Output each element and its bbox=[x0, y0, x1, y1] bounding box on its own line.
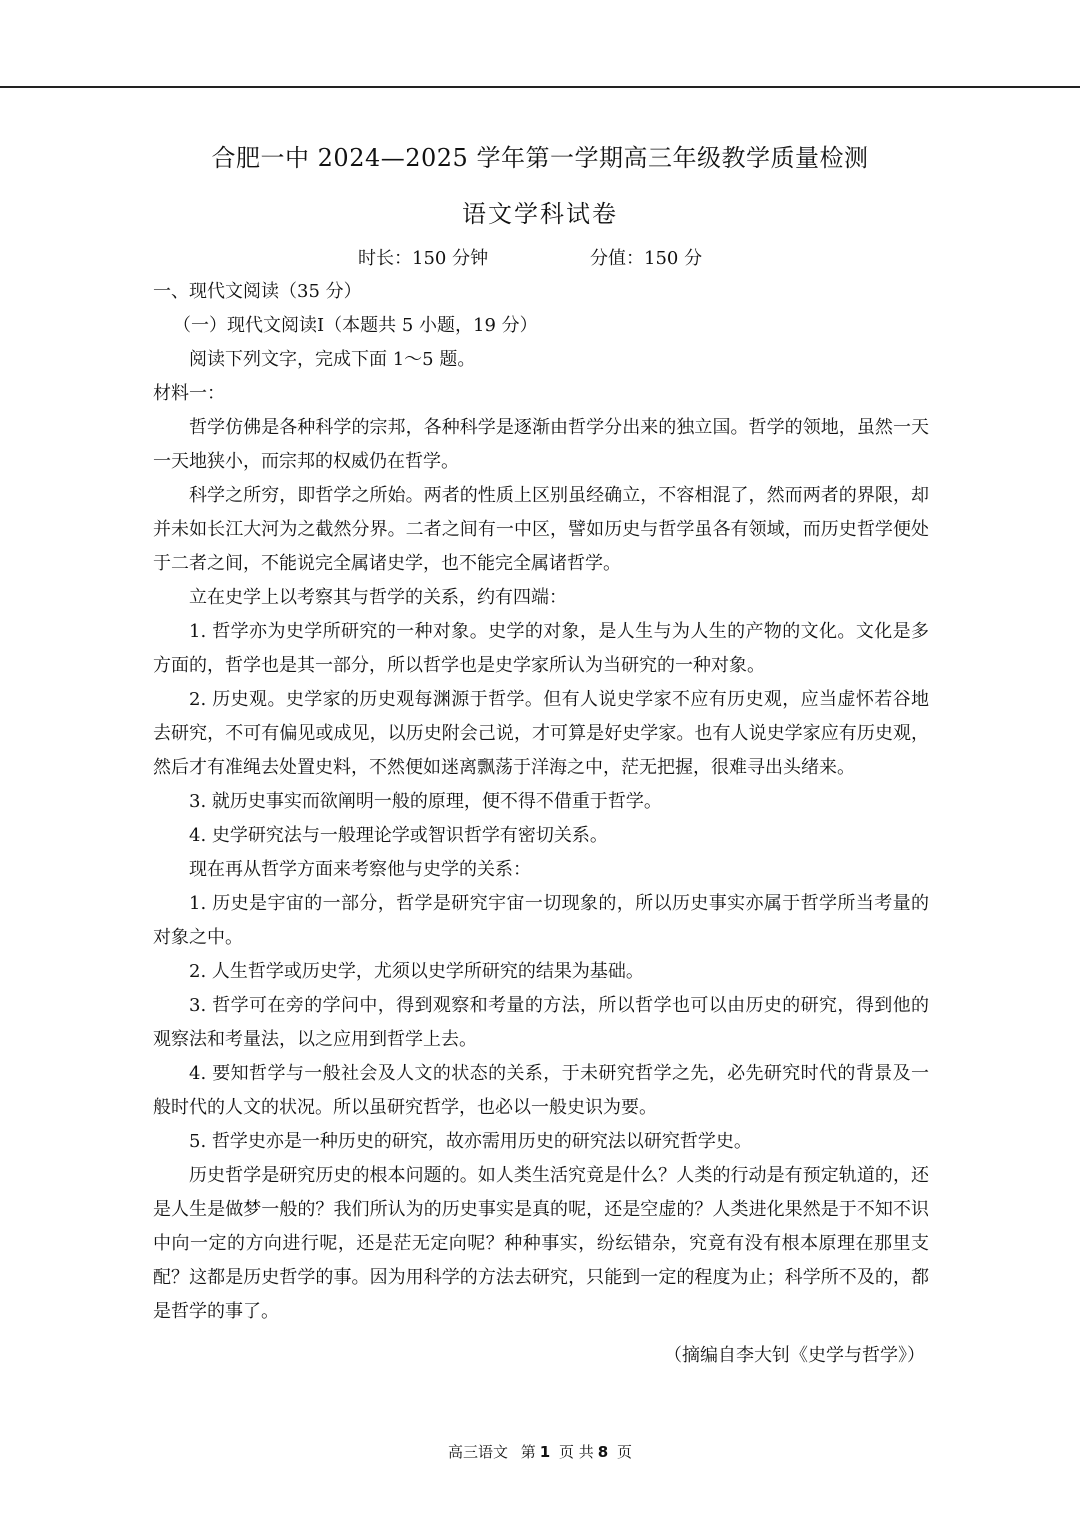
paragraph: 2. 历史观。史学家的历史观每渊源于哲学。但有人说史学家不应有历史观，应当虚怀若谷地去研究，不可有偏见或成见，以历史附会己说，才可算是好史学家。也有人说史学家应有历史观，然后才有准绳去处置史料，不然便如迷离飘荡于洋海之中，茫无把握，很难寻出头绪来。 bbox=[153, 689, 929, 778]
source-citation: （摘编自李大钊《史学与哲学》） bbox=[664, 1345, 925, 1366]
paragraph: 历史哲学是研究历史的根本问题的。如人类生活究竟是什么？人类的行动是有预定轨道的，还是人生是做梦一般的？我们所认为的历史事实是真的呢，还是空虚的？人类进化果然是于不知不识中向一定的方向进行呢，还是茫无定向呢？种种事实，纷纭错杂，究竟有没有根本原理在那里支配？这都是历史哲学的事。因为用科学的方法去研究，只能到一定的程度为止；科学所不及的，都是哲学的事了。 bbox=[153, 1165, 929, 1322]
footer-total-pages: 8 bbox=[597, 1443, 609, 1461]
paragraph: 5. 哲学史亦是一种历史的研究，故亦需用历史的研究法以研究哲学史。 bbox=[189, 1131, 752, 1152]
exam-score: 分值：150 分 bbox=[590, 248, 703, 269]
paragraph: 1. 历史是宇宙的一部分，哲学是研究宇宙一切现象的，所以历史事实亦属于哲学所当考量的对象之中。 bbox=[153, 893, 929, 948]
section-subheading: （一）现代文阅读Ⅰ（本题共 5 小题，19 分） bbox=[173, 315, 538, 336]
paragraph: 立在史学上以考察其与哲学的关系，约有四端： bbox=[189, 587, 567, 608]
page-footer bbox=[0, 1441, 1080, 1463]
footer-page-mid: 页 共 bbox=[559, 1443, 594, 1461]
exam-subtitle: 语文学科试卷 bbox=[462, 200, 618, 228]
exam-title: 合肥一中 2024—2025 学年第一学期高三年级教学质量检测 bbox=[211, 144, 869, 172]
paragraph: 4. 史学研究法与一般理论学或智识哲学有密切关系。 bbox=[189, 825, 608, 846]
reading-section bbox=[153, 275, 929, 1373]
section-instruction: 阅读下列文字，完成下面 1～5 题。 bbox=[189, 349, 476, 370]
paragraph: 哲学仿佛是各种科学的宗邦，各种科学是逐渐由哲学分出来的独立国。哲学的领地，虽然一天一天地狭小，而宗邦的权威仍在哲学。 bbox=[153, 417, 929, 472]
material-label: 材料一： bbox=[153, 383, 225, 404]
paragraph: 科学之所穷，即哲学之所始。两者的性质上区别虽经确立，不容相混了，然而两者的界限，却并未如长江大河为之截然分界。二者之间有一中区，譬如历史与哲学虽各有领域，而历史哲学便处于二者之间，不能说完全属诸史学，也不能完全属诸哲学。 bbox=[153, 485, 929, 574]
paragraph: 2. 人生哲学或历史学，尤须以史学所研究的结果为基础。 bbox=[189, 961, 644, 982]
footer-subject: 高三语文 bbox=[447, 1443, 508, 1461]
paragraph: 1. 哲学亦为史学所研究的一种对象。史学的对象，是人生与为人生的产物的文化。文化是多方面的，哲学也是其一部分，所以哲学也是史学家所认为当研究的一种对象。 bbox=[153, 621, 929, 676]
exam-duration: 时长：150 分钟 bbox=[358, 248, 489, 269]
footer-page-prefix: 第 bbox=[520, 1443, 536, 1461]
section-heading: 一、现代文阅读（35 分） bbox=[153, 281, 362, 302]
footer-page-number: 1 bbox=[539, 1443, 551, 1461]
paragraph: 现在再从哲学方面来考察他与史学的关系： bbox=[189, 859, 531, 880]
paragraph: 3. 哲学可在旁的学问中，得到观察和考量的方法，所以哲学也可以由历史的研究，得到他的观察法和考量法，以之应用到哲学上去。 bbox=[153, 995, 929, 1050]
paragraph: 4. 要知哲学与一般社会及人文的状态的关系，于未研究哲学之先，必先研究时代的背景及一般时代的人文的状况。所以虽研究哲学，也必以一般史识为要。 bbox=[153, 1063, 929, 1118]
footer-page-suffix: 页 bbox=[617, 1443, 633, 1461]
top-rule bbox=[0, 86, 1080, 88]
paragraph: 3. 就历史事实而欲阐明一般的原理，便不得不借重于哲学。 bbox=[189, 791, 662, 812]
